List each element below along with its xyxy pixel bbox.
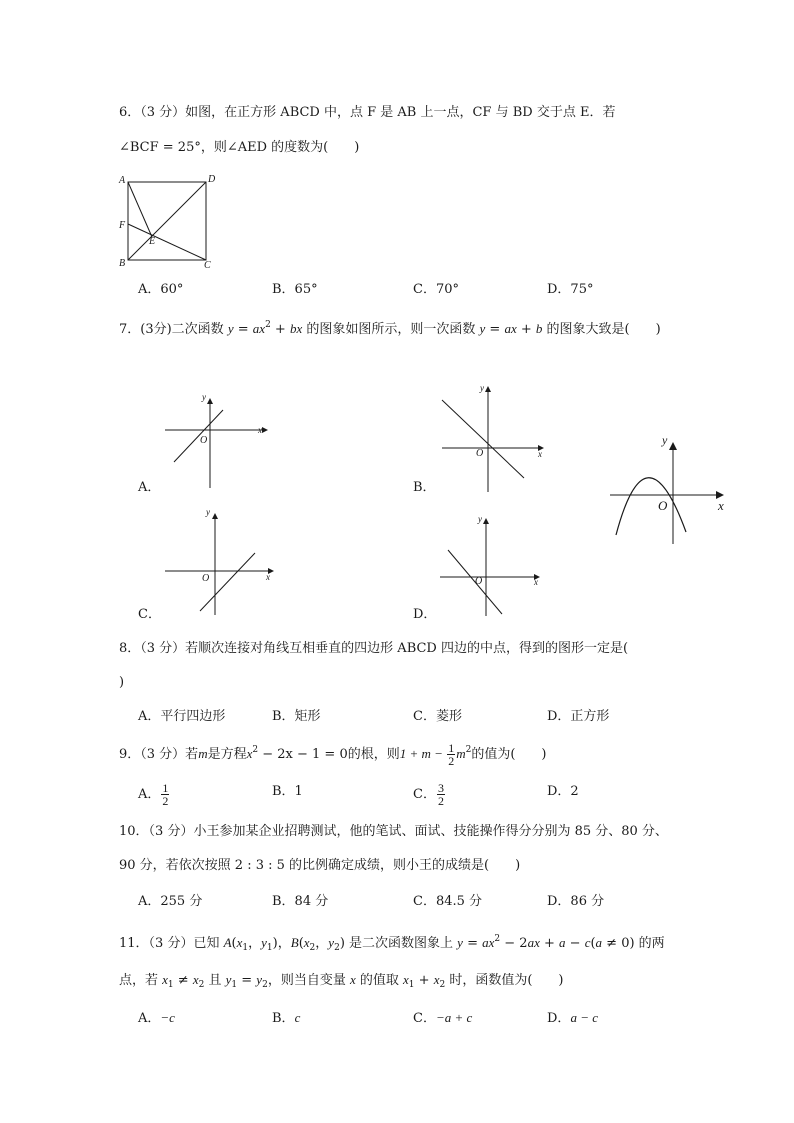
q8-option-b[interactable]: B．矩形 [272,709,321,724]
graph-b-origin: O [476,448,484,459]
q7-option-c[interactable]: C． [138,607,161,622]
q7-line: 7．(3分)二次函数 $y = ax^2$ + bx 的图象如图所示，则一次函数 y = ax + b 的图象大致是( ) [119,320,661,337]
parabola-x-label: x [718,498,724,513]
graph-c-x-label: x [266,572,270,582]
graph-d-y-label: y [478,514,482,524]
q9-option-c[interactable]: C． $\frac{3}{2}$ [413,781,444,808]
graph-c-origin: O [202,573,210,584]
q11-option-d[interactable]: D．a − c [547,1010,598,1026]
q7-graph-c [160,505,280,617]
graph-d-x-label: x [534,577,538,587]
q7-option-a[interactable]: A． [138,480,161,495]
fig-label-b: B [119,258,126,269]
fig-label-e: E [149,236,156,247]
q10-option-b[interactable]: B．84 分 [272,894,329,909]
q10-option-c[interactable]: C．84.5 分 [413,894,483,909]
q11-option-c[interactable]: C．−a + c [413,1010,473,1026]
q10-line1: 10．（3 分）小王参加某企业招聘测试，他的笔试、面试、技能操作得分分别为 85 分、80 分、 [119,824,668,839]
q7-graph-a [160,388,275,492]
q9-option-b[interactable]: B．1 [272,784,303,799]
q6-line2: ∠BCF = 25°，则∠AED 的度数为( ) [119,140,360,155]
q8-option-c[interactable]: C．菱形 [413,709,462,724]
q11-option-b[interactable]: B．c [272,1010,301,1026]
q11-option-a[interactable]: A．−c [138,1010,175,1026]
parabola-y-label: y [662,433,668,447]
graph-b-y-label: y [480,383,484,393]
q11-line1: 11．（3 分）已知 $A(x_1$，$y_1$)，$B(x_2$，$y_2$) 是二次函数图象上 $y = ax^2 - 2ax + a - c(a \ne 0)$ 的两 [119,934,665,953]
q10-option-a[interactable]: A．255 分 [138,894,203,909]
fig-label-a: A [119,175,126,186]
q7-graph-d [436,512,548,618]
q7-option-d[interactable]: D． [413,607,437,622]
q6-option-b[interactable]: B．65° [272,282,318,297]
q8-option-a[interactable]: A．平行四边形 [138,709,226,724]
q9-option-d[interactable]: D．2 [547,784,579,799]
parabola-origin: O [658,498,668,513]
graph-d-origin: O [475,576,483,587]
q9-line: 9．（3 分）若m是方程$x^2 - 2x - 1 = 0$的根，则1 + m − $\frac{1}{2}$ $m^2$的值为( ) [119,741,547,768]
q6-square-figure [112,170,218,270]
fig-label-f: F [119,220,126,231]
graph-a-x-label: x [258,425,262,435]
q8-line1: 8．（3 分）若顺次连接对角线互相垂直的四边形 ABCD 四边的中点，得到的图形一定是( [119,641,629,656]
graph-b-x-label: x [538,449,542,459]
q9-option-a[interactable]: A． $\frac{1}{2}$ [138,781,169,808]
graph-c-y-label: y [206,507,210,517]
q6-line1: 6．（3 分）如图，在正方形 ABCD 中，点 F 是 AB 上一点，CF 与 BD 交于点 E．若 [119,105,616,120]
fig-label-d: D [208,174,216,185]
q6-option-c[interactable]: C．70° [413,282,459,297]
fig-label-c: C [204,260,211,270]
q10-line2: 90 分，若依次按照 2 : 3 : 5 的比例确定成绩，则小王的成绩是( ) [119,858,521,873]
graph-a-origin: O [200,435,208,446]
q8-option-d[interactable]: D．正方形 [547,709,610,724]
q9-half-fraction: $\frac{1}{2}$ [448,741,455,768]
q6-option-a[interactable]: A．60° [138,282,184,297]
q7-parabola-figure [606,432,732,548]
q6-option-d[interactable]: D．75° [547,282,594,297]
q7-option-b[interactable]: B． [413,480,436,495]
graph-a-y-label: y [202,392,206,402]
q8-line2: ) [119,675,125,690]
q10-option-d[interactable]: D．86 分 [547,894,605,909]
q7-graph-b [438,382,553,492]
q11-line2: 点，若 $x_1 \ne x_2$ 且 $y_1 = y_2$，则当自变量 x 的值取 $x_1 + x_2$ 时，函数值为( ) [119,972,564,990]
